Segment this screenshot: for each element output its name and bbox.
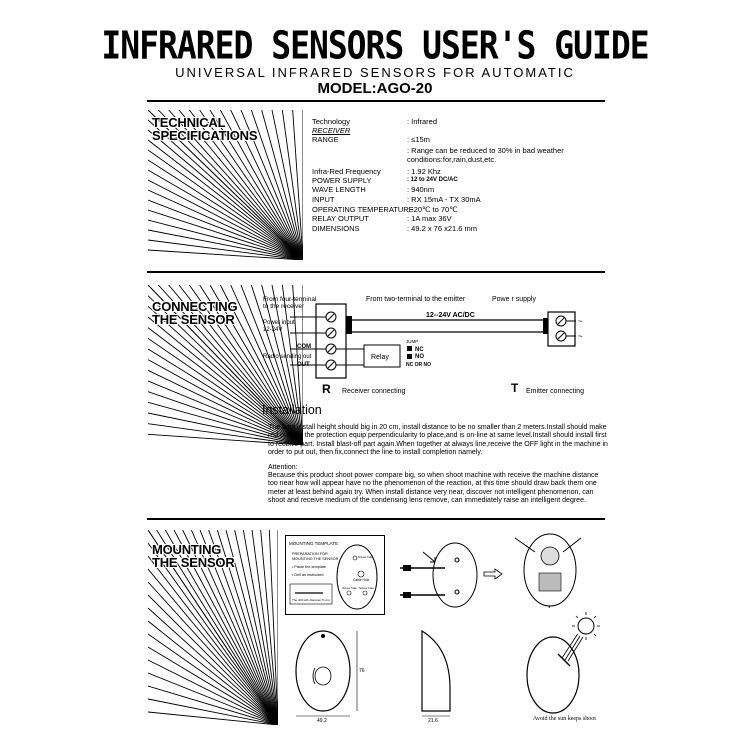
power-supply-label: Powe r supply <box>492 296 536 303</box>
connecting-heading-line1: CONNECTING <box>152 299 238 314</box>
receiver-letter: R <box>322 382 331 396</box>
installation-heading: Installation <box>262 403 322 417</box>
divider <box>147 100 605 102</box>
sun-icon <box>578 618 594 634</box>
connecting-heading <box>152 300 237 326</box>
out-label: OUT <box>297 362 310 368</box>
sensor-lens-icon <box>315 667 331 685</box>
spec-value: : ≤15m <box>407 135 430 144</box>
sensor-board <box>539 573 561 591</box>
spec-value: : -20℃ to 70℃ <box>407 205 458 214</box>
divider <box>147 271 605 273</box>
spec-label: RECEIVER <box>312 126 351 135</box>
attention-label: Attention: <box>268 464 298 471</box>
nc-label: NC <box>415 347 424 353</box>
spec-row <box>312 176 458 185</box>
mounting-heading-line2: THE SENSOR <box>152 555 235 570</box>
template-line: • Drill as instructed <box>292 573 324 577</box>
jumper <box>407 346 412 351</box>
template-line: • Paste the template <box>292 565 327 569</box>
spec-row <box>312 205 458 214</box>
height-dimension: 76 <box>359 668 365 674</box>
model-number: MODEL:AGO-20 <box>317 80 433 97</box>
spec-row <box>312 117 438 126</box>
template-title: MOUNTING TEMPLATE <box>289 541 339 546</box>
tech-spec-heading <box>152 116 257 142</box>
spec-row <box>312 185 435 194</box>
sensor-outline <box>527 637 579 713</box>
ac-symbol: ~ <box>578 332 583 341</box>
spec-label: Technology <box>312 117 350 126</box>
depth-dimension: 21.6 <box>428 718 438 723</box>
page-subtitle: UNIVERSAL INFRARED SENSORS FOR AUTOMATIC <box>175 65 575 80</box>
mounting-template <box>285 535 385 615</box>
to-receiver-text: to the receiver <box>263 303 305 310</box>
spec-row <box>312 126 350 135</box>
drill-head-icon <box>403 592 411 598</box>
spec-value: : 49.2 x 76 x21.6 mm <box>407 224 478 233</box>
tech-heading-line1: TECHNICAL <box>152 115 226 130</box>
screw-hole-label: Screw hole <box>359 586 374 590</box>
sensor-side-outline <box>422 631 450 711</box>
jumper <box>407 354 412 359</box>
divider <box>147 518 605 520</box>
emitter-connector <box>543 318 548 334</box>
sensor-lens-icon <box>541 547 559 565</box>
sensor-housing <box>524 534 576 606</box>
relay-label: Relay <box>371 354 389 361</box>
side-view-dimension <box>417 628 457 723</box>
installation-paragraph: The best install height should big in 20 cm, install distance to be no smaller than 2 meters.Install should make red outside the protection equip perpendicularity to place,and is on-line at same level.Install should install first to receive part. Install blast-off part again.When together at always line,receive the OFF light in the machine in order to put out, then fix,connect the line to install completion namely. <box>268 424 608 457</box>
spec-value: : 1.92 Khz <box>407 167 441 176</box>
no-label: NO <box>415 354 424 360</box>
spec-row <box>312 214 452 223</box>
spec-value: conditions:for,rain,dust,etc. <box>407 155 497 164</box>
cable-hole-label: Cable Hole <box>353 578 370 582</box>
spec-value: : 12 to 24V DC/AC <box>407 177 458 183</box>
voltage-label: 12--24V AC/DC <box>426 312 475 319</box>
sensor-wired-illustration <box>505 528 595 608</box>
width-dimension: 49.2 <box>317 718 327 723</box>
from-four-terminal-label <box>263 296 316 310</box>
template-line: The drill with diameter 5 mm <box>292 598 330 602</box>
connecting-heading-line2: THE SENSOR <box>152 312 235 327</box>
avoid-sun-caption: Avoid the sun keeps shoot <box>533 716 596 722</box>
page-title: INFRARED SENSORS USER'S GUIDE <box>101 23 649 68</box>
sensor-back-plate <box>433 543 477 607</box>
nc-or-no-label: NC OR NO <box>406 362 431 368</box>
mounting-heading <box>152 543 235 569</box>
power-input-label <box>263 320 295 333</box>
emitter-letter: T <box>511 381 519 395</box>
attention-paragraph: Because this product shoot power compare big, so when shoot machine with receive the machine distance too near how will appear have no the phenomenon of the reaction, at this time should draw back them one meter at least behind again try. When install distance very near, discover not intelligent phenomenon, can shoot and receive medium of the condensing lens remove, can immediately raise an intelligent degree. <box>268 472 599 505</box>
next-step-arrow-icon <box>483 568 503 580</box>
spec-label: WAVE LENGTH <box>312 185 366 194</box>
spec-label: OPERATING TEMPERATURE <box>312 205 414 214</box>
spec-row <box>312 167 441 176</box>
spec-value: : RX 15mA - TX 30mA <box>407 195 481 204</box>
spec-label: Infra-Red Frequency <box>312 167 381 176</box>
tech-heading-line2: SPECIFICATIONS <box>152 128 258 143</box>
ac-symbol: ~ <box>578 317 583 326</box>
spec-value: : 1A max 36V <box>407 214 452 223</box>
receiver-connecting-label: Receiver connecting <box>342 388 406 395</box>
mounting-heading-line1: MOUNTING <box>152 542 222 557</box>
template-line: MOUNTING THE SENSOR <box>292 557 339 561</box>
screw-hole-label: Screw hole <box>358 555 373 559</box>
front-view-dimension <box>293 628 368 723</box>
arrow-icon <box>423 552 435 562</box>
radio-out-label: Radio sending out <box>263 354 312 360</box>
spec-value: : Infrared <box>407 117 438 126</box>
avoid-sun-illustration <box>510 610 610 715</box>
jump-label: JUMP <box>406 339 419 344</box>
spec-label: RELAY OUTPUT <box>312 214 369 223</box>
spec-label: INPUT <box>312 195 335 204</box>
template-line: PREPARATION FOR <box>292 552 328 556</box>
emitter-connecting-label: Emitter connecting <box>526 388 584 395</box>
power-input-voltage: 12-24V <box>263 326 283 333</box>
com-label: COM <box>297 344 311 350</box>
screw-hole-label: Screw hole <box>342 586 357 590</box>
from-two-terminal-label: From two-terminal to the emitter <box>366 296 466 303</box>
from-four-text: From four-terminal <box>263 296 317 303</box>
spec-label: DIMENSIONS <box>312 224 360 233</box>
spec-value: : 940nm <box>407 185 435 194</box>
spec-value: : Range can be reduced to 30% in bad weather <box>407 146 564 155</box>
spec-row <box>312 135 430 144</box>
spec-label: POWER SUPPLY <box>312 176 372 185</box>
power-input-text: Power input <box>263 320 295 326</box>
spec-row <box>312 195 481 204</box>
receiver-connector <box>346 316 352 334</box>
spec-row <box>312 224 478 233</box>
drilling-illustration <box>395 540 485 610</box>
spec-label: RANGE <box>312 135 339 144</box>
drill-head-icon <box>403 565 411 571</box>
